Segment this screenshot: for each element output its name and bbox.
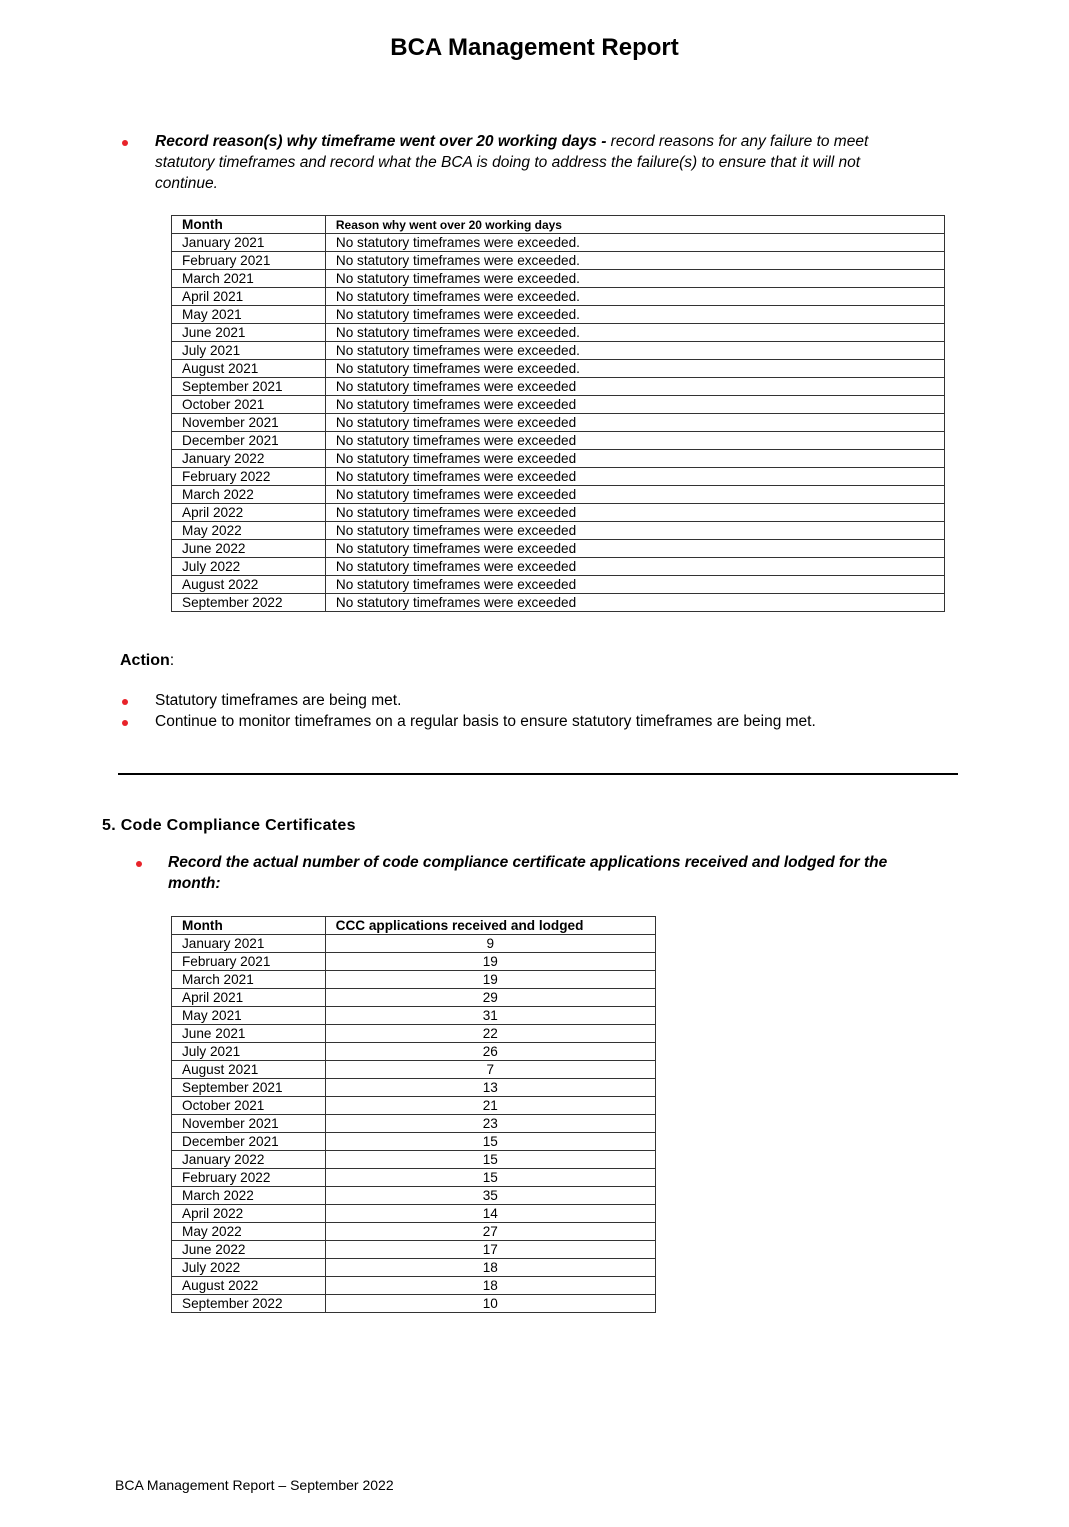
month-cell: August 2021 bbox=[172, 360, 326, 378]
table-row bbox=[172, 396, 945, 414]
table-row bbox=[172, 1007, 656, 1025]
month-cell: November 2021 bbox=[172, 414, 326, 432]
table-row bbox=[172, 1241, 656, 1259]
count-cell: 17 bbox=[325, 1241, 655, 1259]
month-cell: May 2022 bbox=[172, 522, 326, 540]
table-row bbox=[172, 468, 945, 486]
section-divider bbox=[118, 773, 958, 775]
action-item: Statutory timeframes are being met. bbox=[155, 692, 402, 709]
count-cell: 29 bbox=[325, 989, 655, 1007]
reason-cell: No statutory timeframes were exceeded bbox=[325, 576, 944, 594]
table-row bbox=[172, 234, 945, 252]
action-item: Continue to monitor timeframes on a regular basis to ensure statutory timeframes are being met. bbox=[155, 713, 816, 730]
month-cell: May 2021 bbox=[172, 1007, 326, 1025]
month-cell: October 2021 bbox=[172, 1097, 326, 1115]
month-cell: March 2021 bbox=[172, 971, 326, 989]
month-cell: January 2021 bbox=[172, 935, 326, 953]
reason-cell: No statutory timeframes were exceeded. bbox=[325, 234, 944, 252]
count-cell: 27 bbox=[325, 1223, 655, 1241]
month-cell: July 2021 bbox=[172, 1043, 326, 1061]
table-body bbox=[172, 935, 656, 1313]
month-cell: December 2021 bbox=[172, 432, 326, 450]
count-cell: 35 bbox=[325, 1187, 655, 1205]
table-row bbox=[172, 1205, 656, 1223]
table-row bbox=[172, 1025, 656, 1043]
count-cell: 15 bbox=[325, 1169, 655, 1187]
table-row bbox=[172, 1079, 656, 1097]
month-cell: June 2022 bbox=[172, 1241, 326, 1259]
table-row bbox=[172, 1187, 656, 1205]
count-cell: 18 bbox=[325, 1277, 655, 1295]
column-header-month: Month bbox=[172, 917, 326, 935]
month-cell: April 2021 bbox=[172, 288, 326, 306]
reason-cell: No statutory timeframes were exceeded. bbox=[325, 306, 944, 324]
month-cell: July 2022 bbox=[172, 1259, 326, 1277]
reason-cell: No statutory timeframes were exceeded bbox=[325, 504, 944, 522]
table-row bbox=[172, 432, 945, 450]
table-row bbox=[172, 252, 945, 270]
bullet-1-line3: continue. bbox=[155, 175, 218, 192]
bullet-icon bbox=[122, 140, 128, 146]
month-cell: July 2021 bbox=[172, 342, 326, 360]
table-row bbox=[172, 935, 656, 953]
month-cell: September 2022 bbox=[172, 1295, 326, 1313]
count-cell: 19 bbox=[325, 971, 655, 989]
month-cell: February 2022 bbox=[172, 468, 326, 486]
month-cell: February 2021 bbox=[172, 953, 326, 971]
table-row bbox=[172, 270, 945, 288]
month-cell: May 2021 bbox=[172, 306, 326, 324]
month-cell: June 2021 bbox=[172, 1025, 326, 1043]
count-cell: 26 bbox=[325, 1043, 655, 1061]
reason-cell: No statutory timeframes were exceeded bbox=[325, 414, 944, 432]
month-cell: September 2021 bbox=[172, 1079, 326, 1097]
column-header-ccc: CCC applications received and lodged bbox=[325, 917, 655, 935]
month-cell: May 2022 bbox=[172, 1223, 326, 1241]
reason-cell: No statutory timeframes were exceeded bbox=[325, 594, 944, 612]
table-row bbox=[172, 414, 945, 432]
reason-cell: No statutory timeframes were exceeded bbox=[325, 522, 944, 540]
count-cell: 10 bbox=[325, 1295, 655, 1313]
table-body bbox=[172, 234, 945, 612]
table-row bbox=[172, 989, 656, 1007]
reason-cell: No statutory timeframes were exceeded. bbox=[325, 324, 944, 342]
column-header-reason: Reason why went over 20 working days bbox=[325, 216, 944, 234]
reason-cell: No statutory timeframes were exceeded bbox=[325, 378, 944, 396]
month-cell: March 2022 bbox=[172, 486, 326, 504]
section5-bullet-line1: Record the actual number of code compliance certificate applications received and lodged for the bbox=[168, 854, 888, 871]
section5-bullet-line2: month: bbox=[168, 875, 221, 892]
count-cell: 13 bbox=[325, 1079, 655, 1097]
timeframe-reasons-table bbox=[171, 215, 945, 612]
table-row bbox=[172, 1169, 656, 1187]
reason-cell: No statutory timeframes were exceeded. bbox=[325, 342, 944, 360]
month-cell: April 2022 bbox=[172, 1205, 326, 1223]
month-cell: September 2022 bbox=[172, 594, 326, 612]
count-cell: 22 bbox=[325, 1025, 655, 1043]
bullet-icon bbox=[122, 699, 128, 705]
bullet-1-line2: statutory timeframes and record what the BCA is doing to address the failure(s) to ensure that it will not bbox=[155, 154, 861, 171]
table-row bbox=[172, 1295, 656, 1313]
count-cell: 31 bbox=[325, 1007, 655, 1025]
table-row bbox=[172, 1115, 656, 1133]
bullet-1-line1: record reasons for any failure to meet bbox=[610, 133, 869, 150]
month-cell: January 2022 bbox=[172, 450, 326, 468]
table-row bbox=[172, 486, 945, 504]
page-footer: BCA Management Report – September 2022 bbox=[115, 1477, 394, 1493]
count-cell: 23 bbox=[325, 1115, 655, 1133]
table-row bbox=[172, 342, 945, 360]
count-cell: 19 bbox=[325, 953, 655, 971]
section5-bullet-text bbox=[168, 852, 968, 894]
section-heading: 5. Code Compliance Certificates bbox=[102, 817, 356, 834]
table-header-row bbox=[172, 917, 656, 935]
month-cell: April 2021 bbox=[172, 989, 326, 1007]
month-cell: August 2021 bbox=[172, 1061, 326, 1079]
reason-cell: No statutory timeframes were exceeded. bbox=[325, 270, 944, 288]
table-row bbox=[172, 504, 945, 522]
month-cell: June 2022 bbox=[172, 540, 326, 558]
count-cell: 9 bbox=[325, 935, 655, 953]
table-row bbox=[172, 1223, 656, 1241]
month-cell: January 2022 bbox=[172, 1151, 326, 1169]
table-row bbox=[172, 1133, 656, 1151]
count-cell: 15 bbox=[325, 1133, 655, 1151]
table-row bbox=[172, 378, 945, 396]
month-cell: August 2022 bbox=[172, 1277, 326, 1295]
reason-cell: No statutory timeframes were exceeded. bbox=[325, 360, 944, 378]
month-cell: January 2021 bbox=[172, 234, 326, 252]
bullet-1-bold: Record reason(s) why timeframe went over 20 working days - bbox=[155, 133, 611, 150]
reason-cell: No statutory timeframes were exceeded bbox=[325, 540, 944, 558]
count-cell: 7 bbox=[325, 1061, 655, 1079]
reason-cell: No statutory timeframes were exceeded bbox=[325, 432, 944, 450]
table-row bbox=[172, 1061, 656, 1079]
table-row bbox=[172, 522, 945, 540]
reason-cell: No statutory timeframes were exceeded. bbox=[325, 252, 944, 270]
column-header-month: Month bbox=[172, 216, 326, 234]
month-cell: August 2022 bbox=[172, 576, 326, 594]
table-row bbox=[172, 594, 945, 612]
month-cell: September 2021 bbox=[172, 378, 326, 396]
action-heading: Action: bbox=[120, 652, 175, 669]
page-title: BCA Management Report bbox=[390, 34, 679, 61]
month-cell: March 2021 bbox=[172, 270, 326, 288]
reason-cell: No statutory timeframes were exceeded bbox=[325, 468, 944, 486]
month-cell: November 2021 bbox=[172, 1115, 326, 1133]
table-row bbox=[172, 558, 945, 576]
month-cell: October 2021 bbox=[172, 396, 326, 414]
month-cell: March 2022 bbox=[172, 1187, 326, 1205]
table-row bbox=[172, 971, 656, 989]
table-row bbox=[172, 1151, 656, 1169]
month-cell: June 2021 bbox=[172, 324, 326, 342]
table-row bbox=[172, 450, 945, 468]
count-cell: 21 bbox=[325, 1097, 655, 1115]
count-cell: 18 bbox=[325, 1259, 655, 1277]
month-cell: February 2022 bbox=[172, 1169, 326, 1187]
month-cell: December 2021 bbox=[172, 1133, 326, 1151]
table-row bbox=[172, 1277, 656, 1295]
reason-cell: No statutory timeframes were exceeded bbox=[325, 486, 944, 504]
table-header-row bbox=[172, 216, 945, 234]
table-row bbox=[172, 540, 945, 558]
count-cell: 14 bbox=[325, 1205, 655, 1223]
table-row bbox=[172, 324, 945, 342]
table-row bbox=[172, 1259, 656, 1277]
bullet-1-text bbox=[155, 131, 955, 194]
reason-cell: No statutory timeframes were exceeded bbox=[325, 450, 944, 468]
table-row bbox=[172, 1097, 656, 1115]
month-cell: February 2021 bbox=[172, 252, 326, 270]
table-row bbox=[172, 360, 945, 378]
bullet-icon bbox=[136, 861, 142, 867]
table-row bbox=[172, 576, 945, 594]
count-cell: 15 bbox=[325, 1151, 655, 1169]
reason-cell: No statutory timeframes were exceeded bbox=[325, 396, 944, 414]
table-row bbox=[172, 953, 656, 971]
month-cell: July 2022 bbox=[172, 558, 326, 576]
ccc-applications-table bbox=[171, 916, 656, 1313]
table-row bbox=[172, 288, 945, 306]
reason-cell: No statutory timeframes were exceeded. bbox=[325, 288, 944, 306]
reason-cell: No statutory timeframes were exceeded bbox=[325, 558, 944, 576]
table-row bbox=[172, 306, 945, 324]
month-cell: April 2022 bbox=[172, 504, 326, 522]
bullet-icon bbox=[122, 720, 128, 726]
table-row bbox=[172, 1043, 656, 1061]
